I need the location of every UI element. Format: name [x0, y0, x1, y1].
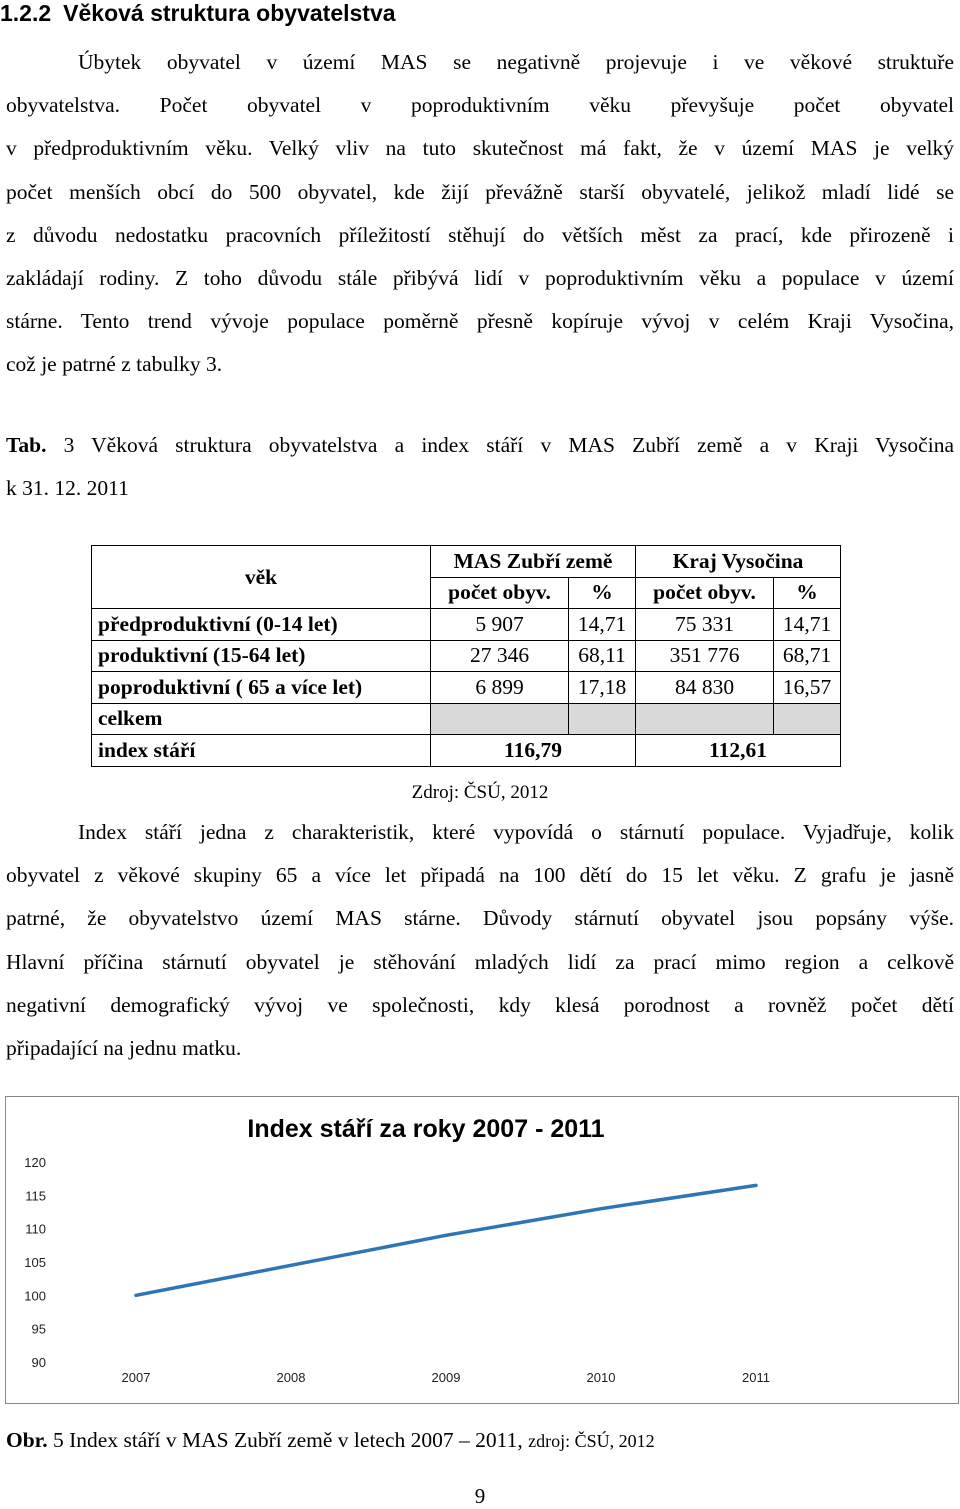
- index-paragraph: [6, 811, 954, 1070]
- table-caption-text: 3 Věková struktura obyvatelstva a index stáří v MAS Zubří země a v Kraji Vysočina: [46, 433, 954, 457]
- x-tick-label: 2009: [431, 1370, 461, 1385]
- y-tick-label: 105: [24, 1255, 46, 1270]
- paragraph-line: připadající na jednu matku.: [6, 1035, 242, 1060]
- table-row: [92, 640, 841, 672]
- index-kraj: 112,61: [636, 735, 841, 767]
- series-line: [136, 1185, 756, 1295]
- kraj-pct: 68,71: [774, 640, 841, 672]
- table-row: [92, 672, 841, 704]
- mas-pct: 68,11: [569, 640, 636, 672]
- mas-pct: 14,71: [569, 609, 636, 641]
- mas-pct: 17,18: [569, 672, 636, 704]
- page-number: 9: [474, 1484, 486, 1508]
- kraj-pct: 16,57: [774, 672, 841, 704]
- paragraph-line: patrné, že obyvatelstvo území MAS stárne. Důvody stárnutí obyvatel jsou popsány výše.: [6, 906, 954, 931]
- total-cell: [431, 703, 569, 735]
- paragraph-line: obyvatel z věkové skupiny 65 a více let připadá na 100 dětí do 15 let věku. Z grafu je jasně: [6, 863, 954, 888]
- paragraph-line: Hlavní příčina stárnutí obyvatel je stěhování mladých lidí za prací mimo region a celkově: [6, 949, 954, 974]
- paragraph-line: což je patrné z tabulky 3.: [6, 352, 223, 377]
- total-label: celkem: [92, 703, 431, 735]
- table-caption: [6, 424, 954, 510]
- paragraph-line: obyvatelstva. Počet obyvatel v poproduktivním věku převyšuje počet obyvatel: [6, 93, 954, 118]
- table-row-total: [92, 703, 841, 735]
- paragraph-line: z důvodu nedostatku pracovních příležitostí stěhují do větších měst za prací, kde přirozeně i: [6, 222, 954, 247]
- mas-count: 5 907: [431, 609, 569, 641]
- total-cell: [636, 703, 774, 735]
- table-caption-date: k 31. 12. 2011: [6, 476, 129, 500]
- kraj-count: 351 776: [636, 640, 774, 672]
- x-tick-label: 2010: [586, 1370, 616, 1385]
- mas-count: 6 899: [431, 672, 569, 704]
- y-tick-label: 115: [25, 1188, 46, 1204]
- y-tick-label: 100: [24, 1288, 46, 1304]
- index-label: index stáří: [92, 735, 431, 767]
- y-tick-label: 120: [24, 1155, 46, 1170]
- total-cell: [774, 703, 841, 735]
- kraj-count: 75 331: [636, 609, 774, 641]
- row-label: poproduktivní ( 65 a více let): [92, 672, 431, 704]
- total-cell: [569, 703, 636, 735]
- subheader-mas-count: počet obyv.: [431, 577, 569, 609]
- kraj-count: 84 830: [636, 672, 774, 704]
- section-heading: [0, 0, 960, 26]
- x-tick-label: 2008: [276, 1370, 306, 1385]
- header-vek: věk: [92, 546, 431, 609]
- subheader-kraj-pct: %: [774, 577, 841, 609]
- paragraph-line: Úbytek obyvatel v území MAS se negativně projevuje i ve věkové struktuře: [78, 50, 954, 74]
- mas-count: 27 346: [431, 640, 569, 672]
- table-caption-label: Tab.: [6, 433, 47, 457]
- figure-caption-text: 5 Index stáří v MAS Zubří země v letech 2007 – 2011,: [47, 1428, 529, 1452]
- figure-caption-source: zdroj: ČSÚ, 2012: [528, 1431, 655, 1451]
- row-label: produktivní (15-64 let): [92, 640, 431, 672]
- y-tick-label: 110: [25, 1221, 46, 1237]
- figure-caption: [6, 1428, 655, 1453]
- chart-svg: [6, 1097, 958, 1403]
- y-tick-label: 90: [31, 1355, 46, 1370]
- paragraph-line: počet menších obcí do 500 obyvatel, kde žijí převážně starší obyvatelé, jelikož mladí lidé se: [6, 179, 954, 204]
- kraj-pct: 14,71: [774, 609, 841, 641]
- table-row: [92, 609, 841, 641]
- table-source: Zdroj: ČSÚ, 2012: [411, 782, 549, 803]
- paragraph-line: stárne. Tento trend vývoje populace poměrně přesně kopíruje vývoj v celém Kraji Vysočina,: [6, 309, 954, 334]
- y-tick-label: 95: [31, 1321, 46, 1337]
- paragraph-line: v předproduktivním věku. Velký vliv na tuto skutečnost má fakt, že v území MAS je velký: [6, 136, 954, 161]
- header-kraj: Kraj Vysočina: [636, 546, 841, 578]
- paragraph-line: negativní demografický vývoj ve společnosti, kdy klesá porodnost a rovněž počet dětí: [6, 992, 954, 1017]
- section-title: Věková struktura obyvatelstva: [63, 0, 396, 26]
- header-mas: MAS Zubří země: [431, 546, 636, 578]
- paragraph-line: zakládají rodiny. Z toho důvodu stále přibývá lidí v poproduktivním věku a populace v území: [6, 265, 954, 290]
- subheader-kraj-count: počet obyv.: [636, 577, 774, 609]
- index-chart: [5, 1096, 959, 1404]
- paragraph-line: Index stáří jedna z charakteristik, které vypovídá o stárnutí populace. Vyjadřuje, kolik: [78, 820, 954, 844]
- row-label: předproduktivní (0-14 let): [92, 609, 431, 641]
- intro-paragraph: [6, 41, 954, 387]
- index-mas: 116,79: [431, 735, 636, 767]
- section-number: 1.2.2: [0, 0, 52, 26]
- table-row-index: [92, 735, 841, 767]
- x-tick-label: 2011: [742, 1370, 770, 1385]
- x-tick-label: 2007: [121, 1370, 151, 1385]
- age-structure-table: [91, 545, 841, 767]
- chart-title: Index stáří za roky 2007 - 2011: [247, 1115, 605, 1143]
- subheader-mas-pct: %: [569, 577, 636, 609]
- figure-caption-label: Obr.: [6, 1428, 48, 1452]
